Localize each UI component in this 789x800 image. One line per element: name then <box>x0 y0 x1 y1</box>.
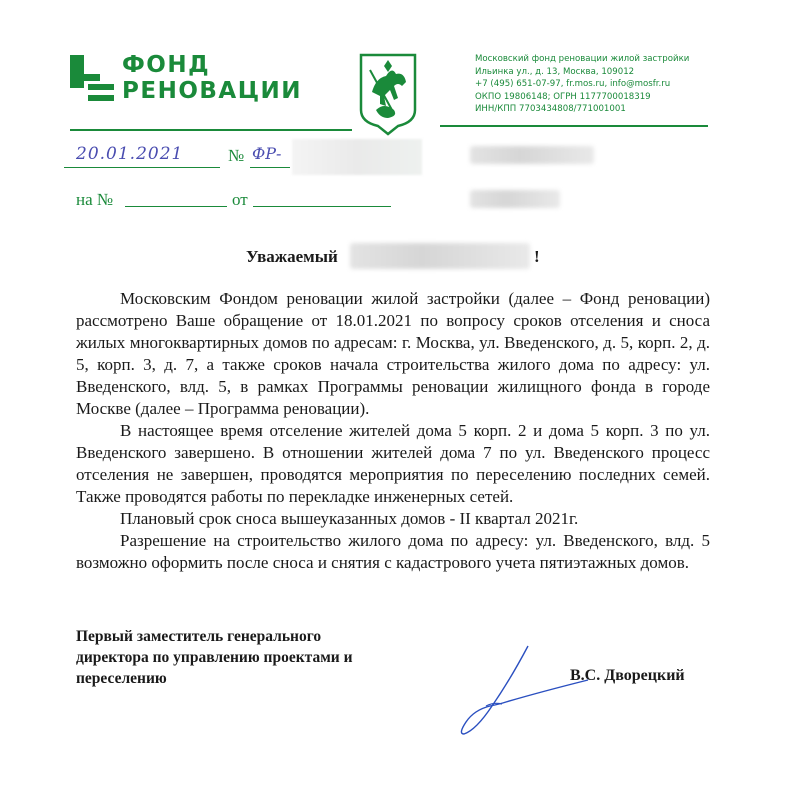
handwritten-signature-icon <box>430 640 590 740</box>
signatory-title <box>76 626 376 689</box>
letter-number-prefix: ФР- <box>252 144 282 163</box>
reference-date-label: от <box>232 190 248 209</box>
fund-logo-icon <box>70 55 114 103</box>
org-inn-kpp: ИНН/КПП 7703434808/771001001 <box>475 104 626 114</box>
redacted-recipient-name <box>350 243 530 269</box>
letter-date: 20.01.2021 <box>76 144 184 164</box>
organization-info <box>475 53 689 116</box>
body-paragraph: Плановый срок сноса вышеуказанных домов - II квартал 2021г. <box>120 509 579 528</box>
redacted-recipient-line-2 <box>470 190 560 208</box>
redacted-letter-number <box>292 139 422 175</box>
reference-number-label: на № <box>76 190 114 209</box>
header-rule-right <box>440 125 708 127</box>
org-name: Московский фонд реновации жилой застройки <box>475 54 690 64</box>
org-contacts: +7 (495) 651-07-97, fr.mos.ru, info@mosfr.ru <box>475 79 671 89</box>
signatory-title-line: Первый заместитель генерального <box>76 628 322 645</box>
signatory-name: В.С. Дворецкий <box>570 667 685 684</box>
greeting-exclamation: ! <box>534 247 540 266</box>
letter-body <box>76 288 710 574</box>
fund-logo-text <box>122 52 302 104</box>
signatory-title-line: директора по управлению проектами и <box>76 649 353 666</box>
logo-line-2: РЕНОВАЦИИ <box>122 78 303 104</box>
signatory-title-line: переселению <box>76 670 167 687</box>
moscow-coat-of-arms-icon <box>358 52 418 136</box>
greeting: Уважаемый <box>246 247 338 266</box>
reference-number-line <box>125 192 227 207</box>
redacted-recipient-line-1 <box>470 146 594 164</box>
body-paragraph: В настоящее время отселение жителей дома 5 корп. 2 и дома 5 корп. 3 по ул. Введенского завершено. В отношении жителей дома 7 по ул. Введенского процесс отселения не завершен, проводятся мероприятия по переселению последних семей. Также проводятся работы по перекладке инженерных сетей. <box>76 421 710 506</box>
body-paragraph: Разрешение на строительство жилого дома по адресу: ул. Введенского, влд. 5 возможно оформить после сноса и снятия с кадастрового учета пятиэтажных домов. <box>76 531 710 572</box>
reference-date-line <box>253 192 391 207</box>
logo-line-1: ФОНД <box>122 52 211 78</box>
number-label: № <box>228 146 245 165</box>
header-rule-left <box>70 129 352 131</box>
body-paragraph: Московским Фондом реновации жилой застройки (далее – Фонд реновации) рассмотрено Ваше обращение от 18.01.2021 по вопросу сроков отселения и сноса жилых многоквартирных домов по адресам: г. Москва, ул. Введенского, д. 5, корп. 2, д. 5, корп. 3, д. 7, а также сроков начала строительства жилого дома по адресу: ул. Введенского, влд. 5, в рамках Программы реновации жилищного фонда в городе Москве (далее – Программа реновации). <box>76 289 710 418</box>
org-okpo-ogrn: ОКПО 19806148; ОГРН 1177700018319 <box>475 91 651 102</box>
org-address: Ильинка ул., д. 13, Москва, 109012 <box>475 66 635 77</box>
